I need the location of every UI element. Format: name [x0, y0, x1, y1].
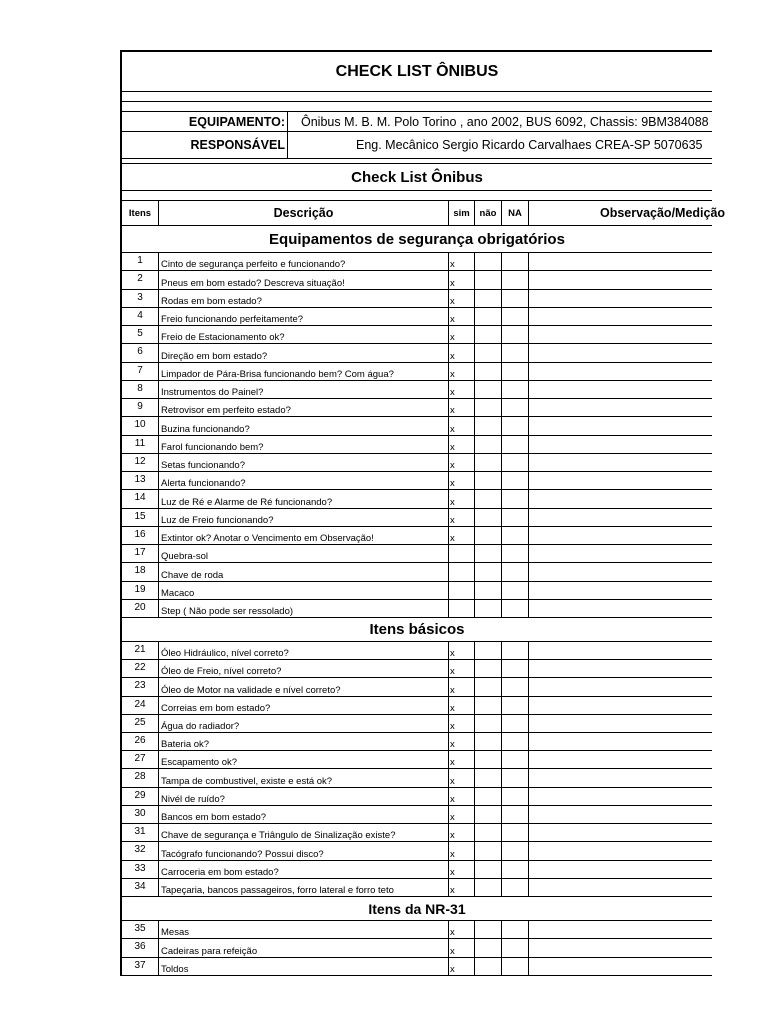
observation-cell[interactable] [529, 308, 712, 325]
check-nao[interactable] [475, 879, 502, 896]
table-row [122, 678, 712, 696]
item-description: Toldos [159, 958, 449, 975]
observation-cell[interactable] [529, 921, 712, 938]
check-sim[interactable] [449, 545, 475, 562]
item-description: Luz de Freio funcionando? [159, 509, 449, 526]
check-sim[interactable]: x [449, 326, 475, 343]
item-number: 22 [122, 660, 159, 677]
check-na[interactable] [502, 454, 529, 471]
checklist-sheet [120, 50, 726, 976]
item-description: Chave de segurança e Triângulo de Sinalização existe? [159, 824, 449, 841]
table-row [122, 715, 712, 733]
check-na[interactable] [502, 363, 529, 380]
table-row [122, 788, 712, 806]
item-number: 18 [122, 563, 159, 580]
check-na[interactable] [502, 769, 529, 786]
observation-cell[interactable] [529, 733, 712, 750]
observation-cell[interactable] [529, 326, 712, 343]
table-row [122, 472, 712, 490]
check-nao[interactable] [475, 697, 502, 714]
check-nao[interactable] [475, 806, 502, 823]
subtitle: Check List Ônibus [351, 169, 483, 186]
check-na[interactable] [502, 527, 529, 544]
item-number: 23 [122, 678, 159, 695]
item-description: Escapamento ok? [159, 751, 449, 768]
check-na[interactable] [502, 472, 529, 489]
check-na[interactable] [502, 417, 529, 434]
observation-cell[interactable] [529, 344, 712, 361]
observation-cell[interactable] [529, 715, 712, 732]
observation-cell[interactable] [529, 600, 712, 617]
item-description: Luz de Ré e Alarme de Ré funcionando? [159, 490, 449, 507]
table-row [122, 545, 712, 563]
item-description: Pneus em bom estado? Descreva situação! [159, 271, 449, 288]
item-number: 8 [122, 381, 159, 398]
table-row [122, 381, 712, 399]
check-nao[interactable] [475, 642, 502, 659]
observation-cell[interactable] [529, 642, 712, 659]
check-sim[interactable] [449, 563, 475, 580]
item-number: 28 [122, 769, 159, 786]
item-description: Bateria ok? [159, 733, 449, 750]
item-description: Step ( Não pode ser ressolado) [159, 600, 449, 617]
observation-cell[interactable] [529, 879, 712, 896]
check-nao[interactable] [475, 788, 502, 805]
check-sim[interactable]: x [449, 733, 475, 750]
item-description: Água do radiador? [159, 715, 449, 732]
check-nao[interactable] [475, 563, 502, 580]
check-na[interactable] [502, 290, 529, 307]
item-number: 30 [122, 806, 159, 823]
check-na[interactable] [502, 842, 529, 859]
table-row [122, 939, 712, 957]
check-sim[interactable]: x [449, 806, 475, 823]
check-na[interactable] [502, 751, 529, 768]
item-number: 34 [122, 879, 159, 896]
item-description: Bancos em bom estado? [159, 806, 449, 823]
item-description: Direção em bom estado? [159, 344, 449, 361]
check-nao[interactable] [475, 363, 502, 380]
check-na[interactable] [502, 381, 529, 398]
check-sim[interactable]: x [449, 290, 475, 307]
section-header [122, 897, 712, 921]
check-nao[interactable] [475, 660, 502, 677]
check-sim[interactable] [449, 600, 475, 617]
check-sim[interactable]: x [449, 399, 475, 416]
check-nao[interactable] [475, 921, 502, 938]
observation-cell[interactable] [529, 454, 712, 471]
check-na[interactable] [502, 582, 529, 599]
check-na[interactable] [502, 563, 529, 580]
check-nao[interactable] [475, 824, 502, 841]
table-row [122, 436, 712, 454]
check-nao[interactable] [475, 751, 502, 768]
observation-cell[interactable] [529, 769, 712, 786]
check-nao[interactable] [475, 600, 502, 617]
table-row [122, 697, 712, 715]
table-row [122, 879, 712, 897]
check-nao[interactable] [475, 545, 502, 562]
observation-cell[interactable] [529, 527, 712, 544]
check-nao[interactable] [475, 715, 502, 732]
observation-cell[interactable] [529, 751, 712, 768]
check-sim[interactable]: x [449, 381, 475, 398]
item-description: Farol funcionando bem? [159, 436, 449, 453]
observation-cell[interactable] [529, 381, 712, 398]
check-na[interactable] [502, 253, 529, 270]
check-nao[interactable] [475, 527, 502, 544]
table-row [122, 806, 712, 824]
observation-cell[interactable] [529, 678, 712, 695]
item-number: 33 [122, 861, 159, 878]
check-nao[interactable] [475, 417, 502, 434]
check-nao[interactable] [475, 939, 502, 956]
table-row [122, 769, 712, 787]
observation-cell[interactable] [529, 490, 712, 507]
item-description: Macaco [159, 582, 449, 599]
table-row [122, 751, 712, 769]
item-description: Alerta funcionando? [159, 472, 449, 489]
check-na[interactable] [502, 715, 529, 732]
responsible-row [122, 132, 712, 159]
item-number: 10 [122, 417, 159, 434]
check-na[interactable] [502, 308, 529, 325]
item-description: Óleo Hidráulico, nível correto? [159, 642, 449, 659]
item-number: 4 [122, 308, 159, 325]
check-nao[interactable] [475, 472, 502, 489]
check-na[interactable] [502, 921, 529, 938]
item-number: 17 [122, 545, 159, 562]
check-nao[interactable] [475, 308, 502, 325]
item-number: 35 [122, 921, 159, 938]
item-number: 7 [122, 363, 159, 380]
item-number: 14 [122, 490, 159, 507]
item-number: 37 [122, 958, 159, 975]
check-na[interactable] [502, 733, 529, 750]
check-sim[interactable]: x [449, 509, 475, 526]
item-number: 6 [122, 344, 159, 361]
item-description: Cinto de segurança perfeito e funcionando? [159, 253, 449, 270]
col-header-na: NA [502, 201, 529, 225]
item-description: Retrovisor em perfeito estado? [159, 399, 449, 416]
check-nao[interactable] [475, 861, 502, 878]
section-title: Itens básicos [369, 621, 465, 638]
check-sim[interactable]: x [449, 308, 475, 325]
observation-cell[interactable] [529, 417, 712, 434]
table-row [122, 344, 712, 362]
check-na[interactable] [502, 697, 529, 714]
section-header [122, 618, 712, 642]
table-row [122, 308, 712, 326]
item-description: Freio de Estacionamento ok? [159, 326, 449, 343]
check-nao[interactable] [475, 290, 502, 307]
check-nao[interactable] [475, 454, 502, 471]
check-nao[interactable] [475, 399, 502, 416]
table-row [122, 921, 712, 939]
item-number: 24 [122, 697, 159, 714]
table-row [122, 958, 712, 976]
table-row [122, 660, 712, 678]
check-nao[interactable] [475, 958, 502, 975]
item-number: 26 [122, 733, 159, 750]
table-row [122, 861, 712, 879]
item-number: 13 [122, 472, 159, 489]
column-header-row [122, 201, 726, 226]
check-sim[interactable]: x [449, 660, 475, 677]
check-na[interactable] [502, 806, 529, 823]
subtitle-row [122, 164, 712, 191]
check-na[interactable] [502, 600, 529, 617]
table-row [122, 454, 712, 472]
check-na[interactable] [502, 490, 529, 507]
check-sim[interactable]: x [449, 769, 475, 786]
check-sim[interactable]: x [449, 527, 475, 544]
col-header-observacao: Observação/Medição [600, 206, 726, 220]
observation-cell[interactable] [529, 697, 712, 714]
col-header-itens: Itens [122, 201, 159, 225]
col-header-sim: sim [449, 201, 475, 225]
observation-cell[interactable] [529, 582, 712, 599]
check-sim[interactable]: x [449, 824, 475, 841]
spacer-row [122, 191, 712, 201]
section-title: Itens da NR-31 [368, 901, 466, 917]
spacer-row [122, 92, 712, 102]
table-row [122, 842, 712, 860]
item-number: 1 [122, 253, 159, 270]
item-description: Cadeiras para refeição [159, 939, 449, 956]
check-na[interactable] [502, 545, 529, 562]
check-sim[interactable]: x [449, 344, 475, 361]
observation-cell[interactable] [529, 545, 712, 562]
item-description: Nivél de ruído? [159, 788, 449, 805]
section-title: Equipamentos de segurança obrigatórios [269, 231, 565, 248]
table-row [122, 824, 712, 842]
equipment-value: Ônibus M. B. M. Polo Torino , ano 2002, BUS 6092, Chassis: 9BM384088 [301, 115, 709, 129]
table-row [122, 733, 712, 751]
item-number: 15 [122, 509, 159, 526]
table-row [122, 563, 712, 581]
observation-cell[interactable] [529, 253, 712, 270]
item-description: Rodas em bom estado? [159, 290, 449, 307]
item-description: Tacógrafo funcionando? Possui disco? [159, 842, 449, 859]
table-row [122, 290, 712, 308]
check-sim[interactable]: x [449, 879, 475, 896]
section-header [122, 226, 712, 253]
check-na[interactable] [502, 678, 529, 695]
check-sim[interactable]: x [449, 921, 475, 938]
table-row [122, 490, 712, 508]
check-nao[interactable] [475, 582, 502, 599]
check-sim[interactable]: x [449, 697, 475, 714]
table-row [122, 642, 712, 660]
col-header-descricao: Descrição [159, 201, 449, 225]
check-sim[interactable]: x [449, 678, 475, 695]
observation-cell[interactable] [529, 806, 712, 823]
check-sim[interactable]: x [449, 939, 475, 956]
check-sim[interactable]: x [449, 417, 475, 434]
check-sim[interactable]: x [449, 715, 475, 732]
item-description: Buzina funcionando? [159, 417, 449, 434]
item-description: Extintor ok? Anotar o Vencimento em Observação! [159, 527, 449, 544]
item-description: Freio funcionando perfeitamente? [159, 308, 449, 325]
responsible-label: RESPONSÁVEL [122, 132, 288, 158]
check-na[interactable] [502, 642, 529, 659]
table-row [122, 417, 712, 435]
check-nao[interactable] [475, 509, 502, 526]
check-na[interactable] [502, 344, 529, 361]
table-row [122, 253, 712, 271]
check-na[interactable] [502, 436, 529, 453]
check-nao[interactable] [475, 344, 502, 361]
col-header-nao: não [475, 201, 502, 225]
check-nao[interactable] [475, 436, 502, 453]
item-number: 5 [122, 326, 159, 343]
table-row [122, 600, 712, 618]
item-number: 29 [122, 788, 159, 805]
item-number: 9 [122, 399, 159, 416]
check-nao[interactable] [475, 733, 502, 750]
check-sim[interactable]: x [449, 842, 475, 859]
check-na[interactable] [502, 939, 529, 956]
table-row [122, 582, 712, 600]
check-nao[interactable] [475, 253, 502, 270]
responsible-value: Eng. Mecânico Sergio Ricardo Carvalhaes CREA-SP 5070635 [356, 138, 703, 152]
check-sim[interactable]: x [449, 363, 475, 380]
check-na[interactable] [502, 861, 529, 878]
check-sim[interactable]: x [449, 861, 475, 878]
table-row [122, 527, 712, 545]
check-na[interactable] [502, 824, 529, 841]
table-row [122, 271, 712, 289]
observation-cell[interactable] [529, 472, 712, 489]
item-number: 25 [122, 715, 159, 732]
item-number: 32 [122, 842, 159, 859]
item-number: 31 [122, 824, 159, 841]
item-description: Limpador de Pára-Brisa funcionando bem? Com água? [159, 363, 449, 380]
item-description: Carroceria em bom estado? [159, 861, 449, 878]
check-na[interactable] [502, 879, 529, 896]
observation-cell[interactable] [529, 563, 712, 580]
equipment-row [122, 112, 712, 132]
observation-cell[interactable] [529, 509, 712, 526]
title-row [122, 52, 712, 92]
item-number: 36 [122, 939, 159, 956]
item-number: 16 [122, 527, 159, 544]
check-nao[interactable] [475, 769, 502, 786]
check-nao[interactable] [475, 381, 502, 398]
table-row [122, 326, 712, 344]
item-number: 12 [122, 454, 159, 471]
observation-cell[interactable] [529, 958, 712, 975]
spacer-row [122, 102, 712, 112]
item-description: Setas funcionando? [159, 454, 449, 471]
item-description: Correias em bom estado? [159, 697, 449, 714]
check-sim[interactable]: x [449, 642, 475, 659]
item-description: Chave de roda [159, 563, 449, 580]
item-description: Tapeçaria, bancos passageiros, forro lateral e forro teto [159, 879, 449, 896]
item-description: Óleo de Freio, nível correto? [159, 660, 449, 677]
page-title: CHECK LIST ÔNIBUS [335, 63, 499, 80]
check-na[interactable] [502, 509, 529, 526]
check-sim[interactable] [449, 582, 475, 599]
item-number: 21 [122, 642, 159, 659]
item-description: Instrumentos do Painel? [159, 381, 449, 398]
check-sim[interactable]: x [449, 271, 475, 288]
check-sim[interactable]: x [449, 958, 475, 975]
check-nao[interactable] [475, 326, 502, 343]
item-number: 20 [122, 600, 159, 617]
table-row [122, 363, 712, 381]
item-description: Tampa de combustivel, existe e está ok? [159, 769, 449, 786]
table-row [122, 399, 712, 417]
observation-cell[interactable] [529, 399, 712, 416]
equipment-label: EQUIPAMENTO: [122, 112, 288, 131]
item-description: Mesas [159, 921, 449, 938]
check-sim[interactable]: x [449, 454, 475, 471]
check-nao[interactable] [475, 271, 502, 288]
table-row [122, 509, 712, 527]
observation-cell[interactable] [529, 824, 712, 841]
observation-cell[interactable] [529, 939, 712, 956]
item-number: 2 [122, 271, 159, 288]
observation-cell[interactable] [529, 788, 712, 805]
observation-cell[interactable] [529, 660, 712, 677]
item-number: 11 [122, 436, 159, 453]
check-sim[interactable]: x [449, 490, 475, 507]
check-na[interactable] [502, 958, 529, 975]
check-nao[interactable] [475, 490, 502, 507]
check-na[interactable] [502, 788, 529, 805]
item-number: 3 [122, 290, 159, 307]
observation-cell[interactable] [529, 436, 712, 453]
item-description: Quebra-sol [159, 545, 449, 562]
check-na[interactable] [502, 326, 529, 343]
observation-cell[interactable] [529, 861, 712, 878]
check-nao[interactable] [475, 842, 502, 859]
check-na[interactable] [502, 399, 529, 416]
check-sim[interactable]: x [449, 253, 475, 270]
check-sim[interactable]: x [449, 788, 475, 805]
observation-cell[interactable] [529, 842, 712, 859]
check-sim[interactable]: x [449, 751, 475, 768]
check-na[interactable] [502, 660, 529, 677]
observation-cell[interactable] [529, 363, 712, 380]
observation-cell[interactable] [529, 271, 712, 288]
item-number: 27 [122, 751, 159, 768]
item-number: 19 [122, 582, 159, 599]
observation-cell[interactable] [529, 290, 712, 307]
item-description: Óleo de Motor na validade e nível correto? [159, 678, 449, 695]
check-nao[interactable] [475, 678, 502, 695]
check-sim[interactable]: x [449, 436, 475, 453]
check-sim[interactable]: x [449, 472, 475, 489]
check-na[interactable] [502, 271, 529, 288]
